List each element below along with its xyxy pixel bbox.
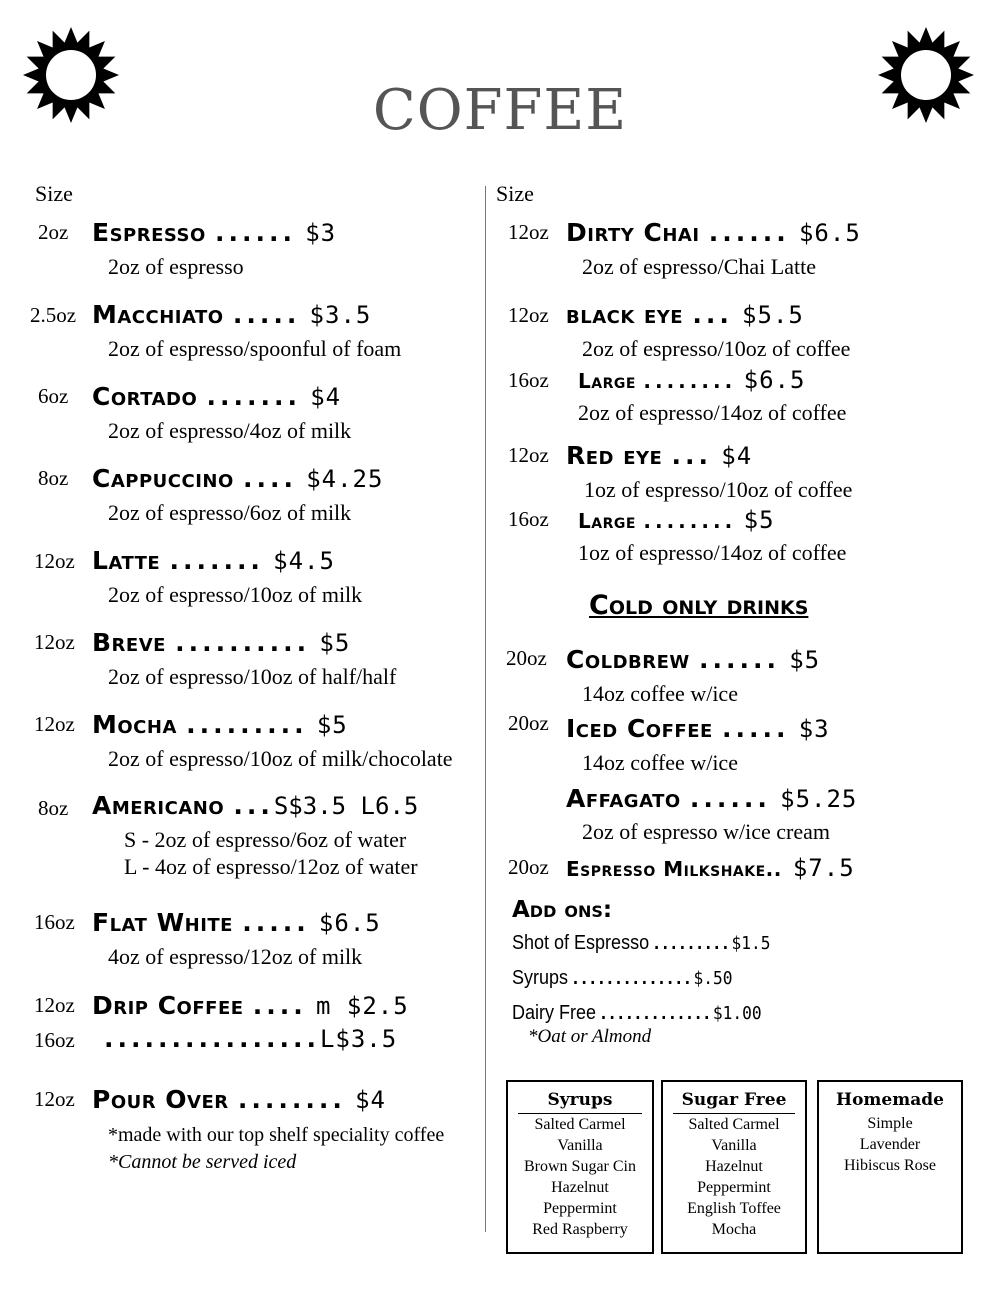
addon-dairy-free: Dairy Free .............$1.00: [512, 1002, 762, 1024]
item-size: 12oz: [508, 220, 549, 244]
item-size: 16oz: [34, 910, 75, 934]
item-size: 12oz: [34, 712, 75, 736]
menu-item-red-eye: Red eye ... $4: [566, 441, 753, 470]
menu-item-affagato: Affagato ...... $5.25: [566, 784, 858, 813]
menu-item-drip-coffee: Drip Coffee .... m $2.5: [92, 991, 409, 1020]
list-item: Vanilla: [711, 1137, 757, 1154]
item-description: 14oz coffee w/ice: [582, 681, 738, 706]
list-item: Mocha: [711, 1221, 757, 1238]
box-title: Homemade: [836, 1090, 944, 1110]
box-title: Syrups: [518, 1090, 642, 1114]
list-item: Simple: [867, 1115, 913, 1132]
item-size: 12oz: [508, 443, 549, 467]
menu-item-dirty-chai: Dirty Chai ...... $6.5: [566, 218, 861, 247]
item-size: 12oz: [34, 1087, 75, 1111]
menu-item-iced-coffee: Iced Coffee ..... $3: [566, 714, 830, 743]
sugar-free-box: [661, 1080, 807, 1254]
item-size: 20oz: [508, 855, 549, 879]
box-title: Sugar Free: [673, 1090, 795, 1114]
list-item: Peppermint: [697, 1179, 771, 1196]
menu-item-macchiato: Macchiato ..... $3.5: [92, 300, 372, 329]
cold-drinks-heading: Cold only drinks: [589, 590, 809, 621]
size-header-left: Size: [35, 181, 73, 206]
item-description: 2oz of espresso/10oz of half/half: [108, 664, 397, 689]
item-description: 2oz of espresso: [108, 254, 244, 279]
item-description: 1oz of espresso/10oz of coffee: [584, 477, 853, 502]
list-item: English Toffee: [687, 1200, 781, 1217]
item-description: 4oz of espresso/12oz of milk: [108, 944, 363, 969]
list-item: Salted Carmel: [534, 1116, 626, 1133]
menu-item-drip-coffee-large: ................L$3.5: [104, 1024, 398, 1053]
item-description: 2oz of espresso/6oz of milk: [108, 500, 352, 525]
item-description: 2oz of espresso w/ice cream: [582, 819, 831, 844]
item-size: 8oz: [38, 796, 69, 820]
menu-item-espresso: Espresso ...... $3: [92, 218, 337, 247]
item-size: 2.5oz: [30, 303, 77, 327]
list-item: Vanilla: [557, 1137, 603, 1154]
item-description: 14oz coffee w/ice: [582, 750, 738, 775]
column-divider: [485, 186, 486, 1232]
size-header-right: Size: [496, 181, 534, 206]
item-size: 12oz: [34, 993, 75, 1017]
item-size: 12oz: [34, 549, 75, 573]
menu-item-black-eye-large: Large ........ $6.5: [578, 366, 806, 394]
menu-item-flat-white: Flat White ..... $6.5: [92, 908, 381, 937]
addon-shot-of-espresso: Shot of Espresso .........$1.5: [512, 932, 771, 954]
item-size: 20oz: [508, 711, 549, 735]
item-description: S - 2oz of espresso/6oz of water: [124, 827, 407, 852]
item-size: 20oz: [506, 646, 547, 670]
item-description: 2oz of espresso/Chai Latte: [582, 254, 816, 279]
list-item: Brown Sugar Cin: [524, 1158, 636, 1175]
addons-note: *Oat or Almond: [528, 1026, 652, 1047]
syrups-box: [506, 1080, 654, 1254]
menu-item-red-eye-large: Large ........ $5: [578, 506, 775, 534]
menu-item-latte: Latte ....... $4.5: [92, 546, 335, 575]
item-size: 6oz: [38, 384, 69, 408]
page-title: COFFEE: [372, 78, 628, 143]
menu-item-espresso-milkshake: Espresso Milkshake.. $7.5: [566, 854, 855, 882]
item-size: 16oz: [508, 507, 549, 531]
menu-item-cappuccino: Cappuccino .... $4.25: [92, 464, 384, 493]
item-size: 16oz: [508, 368, 549, 392]
menu-item-coldbrew: Coldbrew ...... $5: [566, 645, 821, 674]
list-item: Hibiscus Rose: [844, 1157, 936, 1174]
menu-item-breve: Breve .......... $5: [92, 628, 351, 657]
item-description: 2oz of espresso/14oz of coffee: [578, 400, 847, 425]
menu-item-pour-over: Pour Over ........ $4: [92, 1085, 386, 1114]
addons-heading: Add ons:: [512, 897, 613, 923]
homemade-box: [817, 1080, 963, 1254]
menu-item-americano: Americano ...S$3.5 L6.5: [92, 791, 419, 820]
item-description: 2oz of espresso/10oz of coffee: [582, 336, 851, 361]
item-description: 2oz of espresso/spoonful of foam: [108, 336, 402, 361]
list-item: Peppermint: [543, 1200, 617, 1217]
item-description: 2oz of espresso/4oz of milk: [108, 418, 352, 443]
list-item: Lavender: [859, 1136, 921, 1153]
item-size: 12oz: [508, 303, 549, 327]
item-description: 2oz of espresso/10oz of milk/chocolate: [108, 746, 453, 771]
list-item: Hazelnut: [551, 1179, 609, 1196]
item-size: 2oz: [38, 220, 69, 244]
item-note: *made with our top shelf speciality coffee: [108, 1124, 445, 1146]
list-item: Red Raspberry: [532, 1221, 628, 1238]
item-description: 2oz of espresso/10oz of milk: [108, 582, 363, 607]
menu-item-cortado: Cortado ....... $4: [92, 382, 342, 411]
item-description: L - 4oz of espresso/12oz of water: [124, 854, 418, 879]
item-description: 1oz of espresso/14oz of coffee: [578, 540, 847, 565]
menu-item-mocha: Mocha ......... $5: [92, 710, 348, 739]
item-size: 8oz: [38, 466, 69, 490]
item-note: *Cannot be served iced: [108, 1151, 297, 1173]
menu-item-black-eye: black eye ... $5.5: [566, 300, 804, 329]
addon-syrups: Syrups ..............$.50: [512, 967, 733, 989]
list-item: Salted Carmel: [688, 1116, 780, 1133]
item-size: 12oz: [34, 630, 75, 654]
list-item: Hazelnut: [705, 1158, 763, 1175]
item-size: 16oz: [34, 1028, 75, 1052]
